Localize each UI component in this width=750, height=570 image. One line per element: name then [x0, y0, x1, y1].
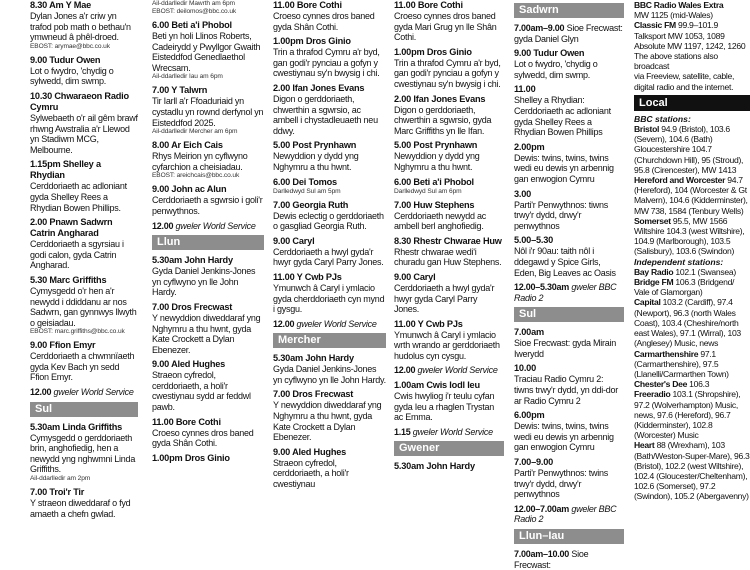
- station-entry: [634, 440, 750, 501]
- programme-listing: [514, 23, 624, 44]
- programme-title: 1.00pm Dros Ginio: [273, 36, 351, 47]
- programme-listing: [514, 327, 624, 359]
- programme-title: 2.00 Ifan Jones Evans: [394, 93, 486, 104]
- day-header: Sul: [514, 307, 624, 322]
- programme-listing: [273, 177, 386, 196]
- programme-title: 11.00 Bore Cothi: [152, 416, 221, 427]
- repeat-note: EBOST: arymae@bbc.co.uk: [30, 42, 110, 50]
- programme-listing: [273, 447, 386, 490]
- programme-description: Traciau Radio Cymru 2: tiwns trwy'r dydd, yn ddi-dor ar Radio Cymru 2: [514, 374, 619, 406]
- programme-title: 9.00 John ac Alun: [152, 184, 227, 195]
- programme-description: Croeso cynnes dros baned gyda Shân Cothi.: [273, 11, 375, 32]
- programme-description: Cwis hwyliog i'r teulu cyfan gyda Ieu a rhaglen Trystan ac Emma.: [394, 391, 495, 423]
- repeat-note: EBOST: marc.griffiths@bbc.co.uk: [30, 328, 125, 336]
- station-name: Freeradio: [634, 389, 671, 400]
- bbc-stations-list: [634, 124, 750, 257]
- programme-description: Croeso cynnes dros baned gyda Mari Grug yn lle Shân Cothi.: [394, 11, 497, 43]
- programme-description: Dewis: twins, twins, twins wedi eu dewis yn arbennig gan enwogion Cymru: [514, 421, 614, 453]
- programme-line: [394, 427, 504, 438]
- programme-title: 10.00: [514, 363, 536, 374]
- programme-title: 5.30am John Hardy: [273, 353, 354, 364]
- station-entry: [634, 71, 750, 81]
- station-entry: [634, 41, 750, 51]
- programme-description: Cymysgedd o gerddoriaeth brin, anghofiedig, hen a newydd yng nghwmni Linda Griffiths.: [30, 432, 136, 475]
- programme-title: 7.00–9.00: [514, 457, 554, 468]
- programme-title: 11.00: [514, 84, 536, 95]
- programme-listing: [152, 453, 264, 464]
- programme-description: Cerddoriaeth newydd ac ambell berl anghofiedig.: [394, 210, 487, 232]
- programme-description: Trin a thrafod Cymru a'r byd, gan godi'r pynciau a gofyn y cwestiynau sy'n bwysig i chi.: [394, 57, 501, 89]
- programme-title: 7.00 Huw Stephens: [394, 199, 475, 210]
- station-frequencies: Wiltshire 104.3 (west Wiltshire), 104.9 (Marlborough), 103.5 (Salisbury), 103.6 (Swindon): [634, 226, 745, 257]
- programme-listing: [273, 36, 386, 79]
- station-frequencies: via Freeview, satellite, cable,: [634, 71, 735, 82]
- station-frequencies: MW 1125 (mid-Wales): [634, 10, 713, 21]
- station-entry: [634, 226, 750, 257]
- programme-title: 8.30 Am Y Mae: [30, 0, 92, 10]
- station-name: Chester's Dee: [634, 379, 688, 390]
- world-service-note: gweler BBC Radio 2: [514, 282, 617, 303]
- station-name: Bristol: [634, 124, 660, 135]
- programme-description: Sylwebaeth o'r ail gêm brawf rhwng Awstralia a'r Llewod yn Stadiwm MCG, Melbourne.: [30, 112, 138, 155]
- programme-listing: [273, 200, 386, 232]
- world-service-note: gweler World Service: [296, 318, 377, 329]
- station-frequencies: Absolute MW 1197, 1242, 1260: [634, 40, 746, 51]
- programme-listing: [394, 94, 504, 137]
- programme-description: Nôl i'r 90au: taith nôl i ddegawd y Spice Girls, Eden, Big Leaves ac Oasis: [514, 246, 616, 278]
- programme-listing: [514, 142, 624, 185]
- programme-description: Rhestr chwarae wedi'i churadu gan Huw Stephens.: [394, 246, 502, 268]
- world-service-note: gweler World Service: [53, 387, 134, 398]
- programme-listing: [394, 319, 504, 362]
- programme-description: Cerddoriaeth a hwyl gyda'r hwyr gyda Caryl Parry Jones.: [273, 246, 384, 268]
- programme-listing: [30, 159, 138, 213]
- programme-description: Cerddoriaeth a chwmnïaeth gyda Kev Bach yn sedd Ffion Emyr.: [30, 351, 135, 383]
- programme-title: 6.00pm: [514, 410, 545, 421]
- programme-title: 8.30 Rhestr Chwarae Huw: [394, 235, 502, 246]
- programme-listing: [514, 363, 624, 406]
- programme-listing: [152, 85, 264, 136]
- programme-listing: [514, 549, 624, 570]
- email-note: EBOST: deilomos@bbc.co.uk: [152, 8, 237, 15]
- station-name: Carmarthenshire: [634, 348, 699, 359]
- station-frequencies: digital radio and the internet.: [634, 81, 734, 92]
- programme-title: 5.30am John Hardy: [152, 255, 233, 266]
- station-entry: [634, 277, 750, 297]
- programme-description: Dewis: twins, twins, twins wedi eu dewis yn arbennig gan enwogion Cymru: [514, 152, 614, 184]
- programme-title: 11.00 Bore Cothi: [273, 0, 342, 10]
- repeat-note: Ail-ddarlledir Iau am 6pm: [152, 73, 223, 81]
- programme-line: [514, 549, 624, 570]
- programme-title: 7.00 Y Talwrn: [152, 85, 208, 96]
- station-entry: [634, 175, 750, 216]
- programme-description: Y newyddion diweddaraf yng Nghymru a thu hwnt, gyda Kate Crockett a Dylan Ebenezer.: [152, 312, 261, 355]
- repeat-note: Ail-ddarlledir Mawrth am 6pm: [152, 0, 235, 7]
- programme-title: 11.00 Y Cwb PJs: [394, 318, 463, 329]
- programme-title: 5.00 Post Prynhawn: [273, 140, 357, 151]
- programme-description: Croeso cynnes dros baned gyda Shân Cothi.: [152, 427, 254, 449]
- programme-description: Cerddoriaeth ac adloniant gyda Shelley Rees a Rhydian Bowen Phillips.: [30, 181, 127, 213]
- programme-line: [514, 23, 624, 44]
- station-frequencies: 99.9–101.9: [675, 20, 719, 31]
- programme-listing: [30, 55, 138, 87]
- programme-listing: [514, 84, 624, 137]
- programme-description: Dewis eclectig o gerddoriaeth o gasgliad Georgia Ruth.: [273, 210, 384, 232]
- programme-listing: [152, 20, 264, 81]
- station-frequencies: 103.1 (Shropshire), 97.2 (Wolverhampton) Music, news, 97.6 (Hereford), 96.7 (Kidderminster), 102.8 (Worcester) Music: [634, 389, 741, 441]
- station-name: Hereford and Worcester: [634, 175, 726, 186]
- programme-title: 5.30am Linda Griffiths: [30, 421, 123, 432]
- station-entry: [634, 379, 750, 389]
- programme-line: [30, 387, 138, 398]
- programme-time: 12.00–7.00am: [514, 503, 570, 514]
- programme-description: Cerddoriaeth a sgwrsio i goli'r penwythnos.: [152, 195, 263, 216]
- programme-title: 11.00 Bore Cothi: [394, 0, 463, 10]
- day-header: Llun: [152, 235, 264, 250]
- station-entry: [634, 0, 750, 10]
- programme-listing: [30, 217, 138, 271]
- programme-description: Lot o fwydro, 'chydig o sylwedd, dim swmp.: [514, 59, 598, 80]
- programme-description: Dylan Jones a'r criw yn trafod pob math o bethau'n ymwneud â phêl-droed.: [30, 11, 131, 43]
- world-service-note: gweler World Service: [412, 426, 493, 437]
- stations-column: [634, 0, 750, 502]
- station-name: Capital: [634, 297, 661, 308]
- programme-listing: [394, 140, 504, 172]
- repeat-note: EBOST: areichcais@bbc.co.uk: [152, 172, 240, 180]
- programme-listing: [152, 302, 264, 355]
- programme-listing: [273, 140, 386, 172]
- programme-title: 7.00 Dros Frecwast: [273, 389, 354, 400]
- programme-listing: [514, 235, 624, 278]
- programme-listing: [273, 389, 386, 442]
- programme-title: 5.00 Post Prynhawn: [394, 140, 478, 151]
- programme-time: 1.15: [394, 426, 411, 437]
- programme-title: 10.30 Chwaraeon Radio Cymru: [30, 90, 129, 112]
- programme-title: 9.00 Caryl: [273, 235, 315, 246]
- day-header: Gwener: [394, 441, 504, 456]
- station-frequencies: 102.1 (Swansea): [673, 266, 736, 277]
- programme-listing: [273, 0, 386, 32]
- programme-title: 6.00 Dei Tomos: [273, 176, 337, 187]
- programme-listing: [514, 410, 624, 453]
- programme-time: 12.00–5.30am: [514, 282, 570, 293]
- station-entry: [634, 31, 750, 41]
- day-header: Mercher: [273, 333, 386, 348]
- programme-title: 1.00am Cwis Iodl Ieu: [394, 380, 480, 391]
- world-service-slot: [152, 221, 264, 232]
- programme-listing: [152, 359, 264, 412]
- programme-title: 1.15pm Shelley a Rhydian: [30, 159, 101, 181]
- programme-title: 3.00: [514, 188, 532, 199]
- programme-title: 7.00 Dros Frecwast: [152, 301, 233, 312]
- programme-listing: [394, 177, 504, 196]
- programme-title: 5.00–5.30: [514, 235, 554, 246]
- programme-description: Tir Iarll a'r Ffoaduriaid yn cystadlu yn rownd derfynol yn Eisteddfod 2025.: [152, 96, 264, 128]
- world-service-slot: [394, 365, 504, 376]
- station-frequencies: Talksport MW 1053, 1089: [634, 30, 725, 41]
- programme-listing: [394, 272, 504, 315]
- programme-description: Cerddoriaeth a hwyl gyda'r hwyr gyda Caryl Parry Jones.: [394, 282, 495, 315]
- programme-time: 12.00: [152, 220, 174, 231]
- programme-description: Parti'r Penwythnos: twins trwy'r dydd, drwy'r penwythnos: [514, 468, 609, 500]
- day-header: Sadwrn: [514, 3, 624, 18]
- station-entry: [634, 267, 750, 277]
- programme-listing: [394, 0, 504, 43]
- programme-listing: [514, 457, 624, 500]
- station-name: Bridge FM: [634, 277, 674, 288]
- programme-description: Newyddion y dydd yng Nghymru a thu hwnt.: [394, 151, 480, 172]
- listings-column-3: [273, 0, 386, 490]
- repeat-note: Darlledwyd Sul am 5pm: [273, 187, 341, 195]
- station-frequencies: 103.2 (Cardiff), 97.4 (Newport), 96.3 (north Wales Coast), 103.4 (Cheshire/north east Wales), 97.1 (Wirral), 103 (Anglesey) Music, news: [634, 297, 741, 349]
- programme-listing: [394, 380, 504, 423]
- station-entry: [634, 20, 750, 30]
- world-service-note: gweler World Service: [175, 220, 256, 231]
- programme-time: 12.00: [273, 318, 295, 329]
- programme-listing: [152, 184, 264, 216]
- programme-description: Ymunwch â Caryl i ymlacio gyda cherddoriaeth cyn mynd i gysgu.: [273, 282, 385, 315]
- programme-title: 5.30 Marc Griffiths: [30, 274, 107, 285]
- programme-listing: [514, 48, 624, 80]
- programme-description: Digon o gerddoriaeth, chwerthin a sgwrsio, ac ambell i chystadleuaeth neu ddwy.: [273, 93, 378, 136]
- world-service-note: gweler BBC Radio 2: [514, 503, 617, 525]
- programme-title: 1.00pm Dros Ginio: [152, 452, 230, 463]
- programme-title: 9.00 Tudur Owen: [30, 54, 101, 65]
- programme-description: Y straeon diweddaraf o fyd amaeth a chefn gwlad.: [30, 498, 131, 519]
- repeat-note: Ail-ddarlledir Mercher am 6pm: [152, 128, 238, 136]
- listings-column-1: [30, 0, 138, 519]
- world-service-slot: [394, 427, 504, 438]
- station-entry: [634, 216, 750, 226]
- programme-description: Sioe Frecwast: gyda Daniel Glyn: [514, 23, 623, 44]
- independent-stations-heading: Independent stations:: [634, 256, 724, 267]
- programme-listing: [273, 83, 386, 136]
- programme-title: 2.00 Pnawn Sadwrn Catrin Angharad: [30, 217, 113, 239]
- independent-stations-list: [634, 267, 750, 502]
- programme-description: Sioe Frecwast: gyda Mirain Iwerydd: [514, 338, 617, 359]
- programme-listing: [394, 200, 504, 232]
- station-frequencies: The above stations also broadcast: [634, 51, 718, 72]
- station-entry: [634, 10, 750, 20]
- programme-time: 7.00am–10.00: [514, 549, 570, 559]
- station-entry: [634, 144, 750, 175]
- programme-listing: [30, 0, 138, 51]
- station-frequencies: Gloucestershire 104.7 (Churchdown Hill), 95 (Stroud), 95.8 (Cirencester), MW 1413: [634, 144, 744, 175]
- programme-description: Parti'r Penwythnos: tiwns trwy'r dydd, drwy'r penwythnos: [514, 199, 609, 231]
- programme-listing: [273, 353, 386, 385]
- station-name: Heart: [634, 440, 655, 451]
- programme-listing: [273, 272, 386, 315]
- programme-description: Ymunwch â Caryl i ymlacio wrth wrando ar gerddoriaeth hudolus cyn cysgu.: [394, 329, 500, 361]
- programme-title: 9.00 Aled Hughes: [273, 446, 347, 457]
- programme-title: 2.00pm: [514, 141, 545, 152]
- programme-listing: [152, 417, 264, 449]
- programme-listing: [152, 0, 264, 16]
- station-frequencies: 94.9 (Bristol), 103.6 (Severn), 104.6 (Bath): [634, 124, 730, 145]
- day-header: Llun–Iau: [514, 529, 624, 544]
- programme-description: Cerddoriaeth a sgyrsiau i godi calon, gyda Catrin Angharad.: [30, 239, 124, 271]
- programme-listing: [30, 91, 138, 155]
- programme-listing: [30, 487, 138, 519]
- world-service-slot: [514, 282, 624, 303]
- programme-listing: [30, 422, 138, 483]
- programme-title: 2.00 Ifan Jones Evans: [273, 82, 365, 93]
- programme-line: [514, 504, 624, 525]
- programme-title: 7.00 Georgia Ruth: [273, 199, 349, 210]
- programme-description: Digon o gerddoriaeth, chwerthin a sgwrsio, gyda Marc Griffiths yn lle Ifan.: [394, 104, 492, 136]
- programme-listing: [394, 47, 504, 90]
- world-service-slot: [273, 319, 386, 330]
- programme-time: 12.00: [30, 387, 52, 398]
- listings-column-4: [394, 0, 504, 472]
- programme-description: Y newyddion diweddaraf yng Nghymru a thu hwnt, gyda Kate Crockett a Dylan Ebenezer.: [273, 400, 382, 443]
- programme-title: 6.00 Beti a'i Phobol: [152, 20, 232, 30]
- station-entry: [634, 389, 750, 440]
- listings-column-2: [152, 0, 264, 463]
- programme-description: Straeon cyfredol, cerddoriaeth, a holi'r cwestiynau sydd ar feddwl pawb.: [152, 370, 251, 413]
- programme-description: Shelley a Rhydian: Cerddoriaeth ac adloniant gyda Shelley Rees a Rhydian Bowen Phillips: [514, 95, 611, 138]
- programme-listing: [30, 275, 138, 336]
- station-frequencies: 88 (Wrexham), 103 (Bath/Weston-Super-Mare), 96.3 (Bristol), 102.2 (west Wiltshire), 102.4 (Gloucester/Cheltenham), 102.6 (Somerset), 97.2 (Swindon), 105.2 (Abergavenny): [634, 440, 750, 502]
- programme-line: [152, 221, 264, 232]
- programme-title: 9.00 Ffion Emyr: [30, 340, 96, 351]
- station-entry: [634, 124, 750, 144]
- programme-title: 11.00 Y Cwb PJs: [273, 271, 342, 282]
- station-frequencies: 97.1 (Carmarthenshire), 97.5 (Llanelli/Carmarthen Town): [634, 348, 729, 379]
- programme-listing: [394, 236, 504, 268]
- day-header: Sul: [30, 402, 138, 417]
- programme-description: Cymysgedd o'r hen a'r newydd i ddiddanu ar nos Sadwrn, gan gynnwys llwyth o geisiadau.: [30, 285, 137, 328]
- programme-listing: [30, 340, 138, 383]
- programme-time: 7.00am–9.00: [514, 23, 565, 33]
- station-name: Bay Radio: [634, 266, 674, 277]
- bbc-stations-heading: BBC stations:: [634, 113, 691, 124]
- programme-title: 9.00 Aled Hughes: [152, 359, 226, 370]
- programme-line: [514, 282, 624, 303]
- programme-description: Lot o fwydro, 'chydig o sylwedd, dim swmp.: [30, 65, 114, 87]
- programme-listing: [514, 189, 624, 232]
- station-entry: [634, 297, 750, 348]
- station-entry: [634, 349, 750, 380]
- national-stations-list: [634, 0, 750, 92]
- programme-title: 8.00 Ar Eich Cais: [152, 140, 223, 151]
- programme-description: Gyda Daniel Jenkins-Jones yn cyflwyno yn lle John Hardy.: [152, 266, 256, 298]
- world-service-slot: [514, 504, 624, 525]
- programme-title: 1.00pm Dros Ginio: [394, 46, 472, 57]
- programme-listing: [152, 140, 264, 180]
- programme-description: Sioe Frecwast:: [514, 549, 589, 570]
- station-entry: [634, 82, 750, 92]
- programme-title: 7.00am: [514, 327, 544, 338]
- programme-title: 9.00 Caryl: [394, 271, 436, 282]
- listings-column-5: [514, 0, 624, 570]
- station-frequencies: 94.7 (Hereford), 104 (Worcester & Gt Malvern), 104.6 (Kidderminster), MW 738, 1584 (Tenbury Wells): [634, 175, 748, 216]
- programme-description: Beti yn holi Llinos Roberts, Cadeirydd y Pwyllgor Gwaith Eisteddfod Genedlaethol Wrecsam.: [152, 31, 261, 73]
- section-header-local: Local: [634, 95, 750, 111]
- programme-line: [273, 319, 386, 330]
- station-name: Somerset: [634, 215, 671, 226]
- station-name: Classic FM: [634, 20, 676, 31]
- station-frequencies: 106.3: [687, 379, 710, 390]
- repeat-note: Ail-ddarlledir am 2pm: [30, 475, 91, 483]
- programme-listing: [394, 461, 504, 472]
- programme-description: Straeon cyfredol, cerddoriaeth, a holi'r cwestiynau: [273, 457, 349, 490]
- station-frequencies: 106.3 (Bridgend/ Vale of Glamorgan): [634, 277, 735, 298]
- programme-description: Newyddion y dydd yng Nghymru a thu hwnt.: [273, 151, 359, 172]
- repeat-note: Darlledwyd Sul am 6pm: [394, 187, 462, 195]
- world-service-note: gweler World Service: [417, 365, 498, 376]
- station-frequencies: 95.5, MW 1566: [670, 215, 728, 226]
- programme-listing: [152, 255, 264, 298]
- programme-title: 6.00 Beti a'i Phobol: [394, 176, 474, 187]
- programme-title: 7.00 Troi'r Tir: [30, 487, 85, 498]
- programme-description: Gyda Daniel Jenkins-Jones yn cyflwyno yn lle John Hardy.: [273, 364, 386, 385]
- world-service-slot: [30, 387, 138, 398]
- programme-description: Trin a thrafod Cymru a'r byd, gan godi'r pynciau a gofyn y cwestiynau sy'n bwysig i chi.: [273, 47, 380, 79]
- programme-time: 12.00: [394, 365, 416, 376]
- programme-line: [394, 365, 504, 376]
- programme-listing: [273, 236, 386, 268]
- programme-description: Rhys Meirion yn cyflwyno cyfarchion a cheisiadau.: [152, 151, 248, 172]
- programme-title: 9.00 Tudur Owen: [514, 48, 585, 59]
- station-name: BBC Radio Wales Extra: [634, 0, 724, 10]
- programme-title: 5.30am John Hardy: [394, 461, 475, 472]
- station-entry: [634, 51, 750, 71]
